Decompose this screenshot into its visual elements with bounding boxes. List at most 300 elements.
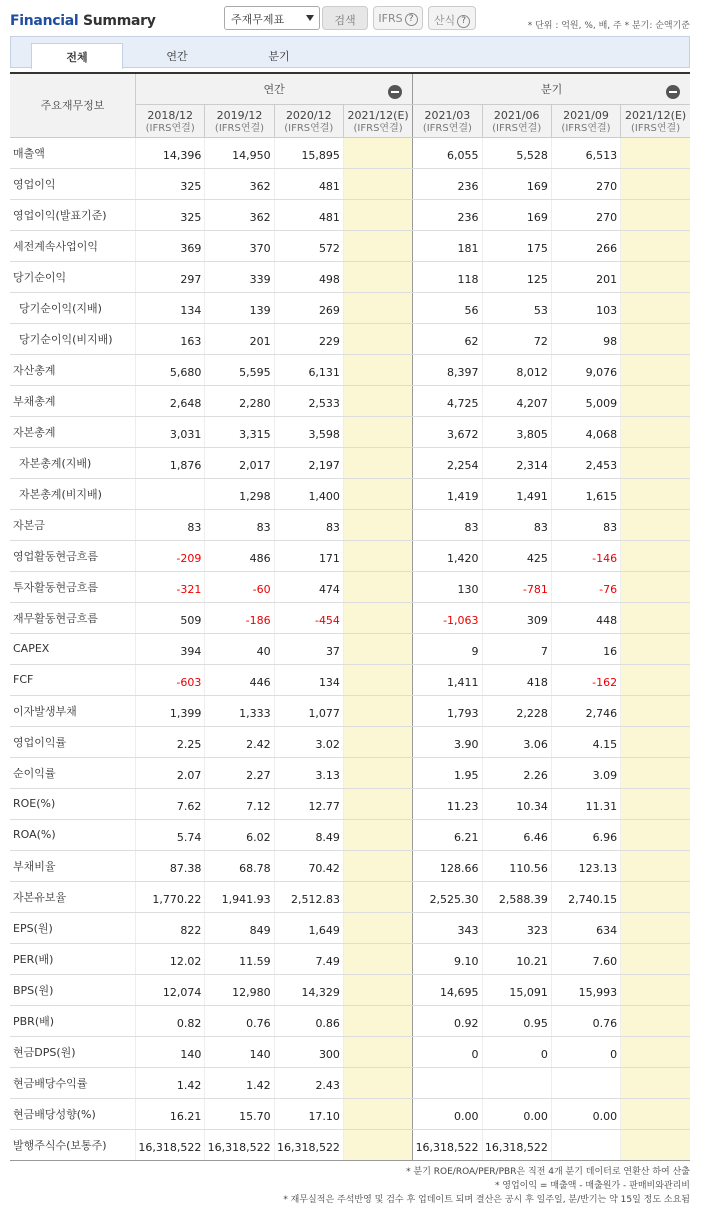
table-cell xyxy=(621,602,690,633)
table-row xyxy=(10,416,690,447)
table-row xyxy=(10,633,690,664)
table-cell: 634 xyxy=(551,912,620,943)
table-cell: 236 xyxy=(413,168,482,199)
table-cell: 323 xyxy=(482,912,551,943)
row-label: 재무활동현금흐름 xyxy=(10,602,136,633)
table-cell: 10.34 xyxy=(482,788,551,819)
period-basis: (IFRS연결) xyxy=(214,122,265,134)
row-label: 발행주식수(보통주) xyxy=(10,1129,136,1160)
table-cell xyxy=(551,1129,620,1160)
table-cell: 15,993 xyxy=(551,974,620,1005)
row-label: 자본총계(지배) xyxy=(10,447,136,478)
table-cell: -186 xyxy=(205,602,274,633)
table-cell: 0.82 xyxy=(136,1005,205,1036)
table-cell: 343 xyxy=(413,912,482,943)
table-cell: 3,805 xyxy=(482,416,551,447)
table-cell: 12,980 xyxy=(205,974,274,1005)
table-cell: 0 xyxy=(482,1036,551,1067)
row-label: CAPEX xyxy=(10,633,136,664)
tab-quarter[interactable]: 분기 xyxy=(268,50,290,63)
table-cell: 37 xyxy=(274,633,343,664)
table-cell xyxy=(621,819,690,850)
table-row xyxy=(10,1005,690,1036)
table-cell: -146 xyxy=(551,540,620,571)
table-cell: 83 xyxy=(413,509,482,540)
table-cell: 1,876 xyxy=(136,447,205,478)
row-label: 자본유보율 xyxy=(10,881,136,912)
help-icon: ? xyxy=(457,15,470,28)
table-cell: 16,318,522 xyxy=(413,1129,482,1160)
table-cell: 125 xyxy=(482,261,551,292)
row-label: ROE(%) xyxy=(10,788,136,819)
table-cell: -1,063 xyxy=(413,602,482,633)
table-cell xyxy=(343,323,412,354)
table-cell: 15,091 xyxy=(482,974,551,1005)
table-cell: 175 xyxy=(482,230,551,261)
row-label: PBR(배) xyxy=(10,1005,136,1036)
table-cell xyxy=(621,354,690,385)
table-cell: 11.23 xyxy=(413,788,482,819)
table-cell: 14,396 xyxy=(136,137,205,168)
row-label: 당기순이익(비지배) xyxy=(10,323,136,354)
table-cell: 5.74 xyxy=(136,819,205,850)
table-cell: 134 xyxy=(136,292,205,323)
help-icon: ? xyxy=(405,13,418,26)
table-cell: 3.09 xyxy=(551,757,620,788)
table-cell: 2.43 xyxy=(274,1067,343,1098)
table-cell: 3.90 xyxy=(413,726,482,757)
table-cell: 1,419 xyxy=(413,478,482,509)
table-cell: 266 xyxy=(551,230,620,261)
annual-group-header xyxy=(136,73,413,104)
table-cell: 5,595 xyxy=(205,354,274,385)
table-cell xyxy=(343,478,412,509)
table-cell: 2,254 xyxy=(413,447,482,478)
table-cell: 0.76 xyxy=(205,1005,274,1036)
period-header xyxy=(551,104,620,137)
table-cell: 509 xyxy=(136,602,205,633)
table-cell: 0.76 xyxy=(551,1005,620,1036)
table-cell: 1,649 xyxy=(274,912,343,943)
table-cell xyxy=(343,788,412,819)
table-cell: 17.10 xyxy=(274,1098,343,1129)
table-cell: 11.31 xyxy=(551,788,620,819)
table-cell xyxy=(621,757,690,788)
table-cell: 822 xyxy=(136,912,205,943)
table-cell: 103 xyxy=(551,292,620,323)
row-label: ROA(%) xyxy=(10,819,136,850)
table-cell: 10.21 xyxy=(482,943,551,974)
table-cell: 448 xyxy=(551,602,620,633)
table-cell xyxy=(482,1067,551,1098)
ifrs-help-button[interactable] xyxy=(373,6,423,30)
table-row xyxy=(10,819,690,850)
table-row xyxy=(10,695,690,726)
table-cell: 5,009 xyxy=(551,385,620,416)
table-cell: 4.15 xyxy=(551,726,620,757)
table-cell xyxy=(621,788,690,819)
table-cell xyxy=(621,1005,690,1036)
table-row xyxy=(10,912,690,943)
table-cell: 163 xyxy=(136,323,205,354)
period-date: 2018/12 xyxy=(147,108,194,122)
table-cell: 2,588.39 xyxy=(482,881,551,912)
row-label: 영업활동현금흐름 xyxy=(10,540,136,571)
table-cell xyxy=(343,1098,412,1129)
table-cell: 229 xyxy=(274,323,343,354)
period-date: 2021/06 xyxy=(493,108,540,122)
table-cell xyxy=(343,695,412,726)
table-cell xyxy=(343,292,412,323)
table-cell xyxy=(343,230,412,261)
table-cell: 4,068 xyxy=(551,416,620,447)
table-cell: 12.77 xyxy=(274,788,343,819)
period-tabs xyxy=(10,36,690,68)
table-cell: -321 xyxy=(136,571,205,602)
summary-header xyxy=(10,6,690,36)
table-cell: 6.02 xyxy=(205,819,274,850)
table-cell: 14,950 xyxy=(205,137,274,168)
table-cell: 201 xyxy=(551,261,620,292)
table-cell: 9,076 xyxy=(551,354,620,385)
table-cell: 56 xyxy=(413,292,482,323)
table-cell xyxy=(621,323,690,354)
unit-note: * 단위 : 억원, %, 배, 주 * 분기: 순액기준 xyxy=(527,21,690,31)
table-cell: 2,314 xyxy=(482,447,551,478)
table-cell: 1,420 xyxy=(413,540,482,571)
table-cell: 16,318,522 xyxy=(205,1129,274,1160)
table-cell xyxy=(621,571,690,602)
period-basis: (IFRS연결) xyxy=(492,122,542,134)
table-cell: 446 xyxy=(205,664,274,695)
table-cell xyxy=(621,137,690,168)
table-cell: 362 xyxy=(205,199,274,230)
table-cell: 270 xyxy=(551,168,620,199)
period-date: 2020/12 xyxy=(285,108,332,122)
table-cell: 5,528 xyxy=(482,137,551,168)
table-cell: 7 xyxy=(482,633,551,664)
table-cell: 2,746 xyxy=(551,695,620,726)
table-cell: 3,315 xyxy=(205,416,274,447)
table-cell: 369 xyxy=(136,230,205,261)
table-cell xyxy=(621,478,690,509)
table-row xyxy=(10,943,690,974)
table-cell: 98 xyxy=(551,323,620,354)
table-cell: 2,740.15 xyxy=(551,881,620,912)
row-label: EPS(원) xyxy=(10,912,136,943)
table-row xyxy=(10,571,690,602)
period-header xyxy=(205,104,274,137)
period-basis: (IFRS연결) xyxy=(145,122,195,134)
table-cell: 309 xyxy=(482,602,551,633)
table-cell: 236 xyxy=(413,199,482,230)
table-cell xyxy=(621,261,690,292)
table-cell xyxy=(621,664,690,695)
formula-help-button[interactable] xyxy=(428,6,476,30)
table-cell: 2,525.30 xyxy=(413,881,482,912)
table-cell: 16 xyxy=(551,633,620,664)
table-cell xyxy=(343,974,412,1005)
row-label: 당기순이익 xyxy=(10,261,136,292)
table-cell: -781 xyxy=(482,571,551,602)
table-cell: 1.95 xyxy=(413,757,482,788)
table-cell: 572 xyxy=(274,230,343,261)
table-cell: 169 xyxy=(482,199,551,230)
table-cell: 83 xyxy=(551,509,620,540)
row-label: 영업이익 xyxy=(10,168,136,199)
table-cell xyxy=(621,974,690,1005)
table-cell: 270 xyxy=(551,199,620,230)
table-row xyxy=(10,447,690,478)
statement-type-select[interactable] xyxy=(224,6,320,30)
row-label: 세전계속사업이익 xyxy=(10,230,136,261)
title-financial: Financial xyxy=(10,13,79,29)
table-cell: 4,207 xyxy=(482,385,551,416)
table-cell: 3,672 xyxy=(413,416,482,447)
table-cell: 0 xyxy=(551,1036,620,1067)
table-cell: 12,074 xyxy=(136,974,205,1005)
table-cell: 1,400 xyxy=(274,478,343,509)
table-cell: 474 xyxy=(274,571,343,602)
table-cell: 0.86 xyxy=(274,1005,343,1036)
table-cell: 53 xyxy=(482,292,551,323)
table-cell xyxy=(621,1067,690,1098)
table-cell: 498 xyxy=(274,261,343,292)
table-cell xyxy=(343,199,412,230)
table-cell: 16,318,522 xyxy=(136,1129,205,1160)
table-cell: -603 xyxy=(136,664,205,695)
table-cell xyxy=(343,881,412,912)
tab-all[interactable]: 전체 xyxy=(31,43,123,69)
table-cell: 134 xyxy=(274,664,343,695)
table-row xyxy=(10,1036,690,1067)
footnote-1: * 분기 ROE/ROA/PER/PBR은 직전 4개 분기 데이터로 연환산 하여 산출 xyxy=(406,1167,690,1177)
table-cell xyxy=(343,1129,412,1160)
table-cell xyxy=(343,540,412,571)
table-row xyxy=(10,1067,690,1098)
formula-label: 산식 xyxy=(433,14,456,27)
title-summary: Summary xyxy=(82,13,156,29)
footnote-3: * 재무실적은 주석반영 및 검수 후 업데이트 되며 결산은 공시 후 일주일, 분/반기는 약 15일 정도 소요됨 xyxy=(283,1195,690,1205)
table-cell: 123.13 xyxy=(551,850,620,881)
table-row xyxy=(10,199,690,230)
table-cell: 1,399 xyxy=(136,695,205,726)
table-cell: -454 xyxy=(274,602,343,633)
table-cell: 486 xyxy=(205,540,274,571)
table-cell xyxy=(343,943,412,974)
table-row xyxy=(10,261,690,292)
table-cell: 62 xyxy=(413,323,482,354)
table-cell: 139 xyxy=(205,292,274,323)
table-row xyxy=(10,1098,690,1129)
period-header xyxy=(413,104,482,137)
table-cell: 394 xyxy=(136,633,205,664)
table-cell xyxy=(621,168,690,199)
table-cell: 1,770.22 xyxy=(136,881,205,912)
period-header xyxy=(136,104,205,137)
table-cell: 1.42 xyxy=(136,1067,205,1098)
table-cell: 1,615 xyxy=(551,478,620,509)
table-cell: 1,077 xyxy=(274,695,343,726)
table-cell xyxy=(343,1067,412,1098)
table-row xyxy=(10,509,690,540)
table-cell: 3.13 xyxy=(274,757,343,788)
table-cell: 130 xyxy=(413,571,482,602)
table-cell: 0.00 xyxy=(482,1098,551,1129)
table-cell: 0.95 xyxy=(482,1005,551,1036)
table-cell: 87.38 xyxy=(136,850,205,881)
table-cell: 169 xyxy=(482,168,551,199)
table-cell xyxy=(343,137,412,168)
table-cell: 297 xyxy=(136,261,205,292)
table-cell: 140 xyxy=(205,1036,274,1067)
table-cell: 2,280 xyxy=(205,385,274,416)
table-cell: 2,017 xyxy=(205,447,274,478)
table-cell: 2.42 xyxy=(205,726,274,757)
table-cell: 7.12 xyxy=(205,788,274,819)
table-cell xyxy=(621,943,690,974)
table-cell: 2.27 xyxy=(205,757,274,788)
quarter-group-label: 분기 xyxy=(540,82,563,96)
table-cell xyxy=(621,726,690,757)
table-cell: 128.66 xyxy=(413,850,482,881)
footnote-2: * 영업이익 = 매출액 - 매출원가 - 판매비와관리비 xyxy=(494,1181,690,1191)
row-label: 투자활동현금흐름 xyxy=(10,571,136,602)
table-cell: 2.07 xyxy=(136,757,205,788)
table-cell: 481 xyxy=(274,199,343,230)
table-cell xyxy=(343,726,412,757)
table-row xyxy=(10,664,690,695)
table-cell: 110.56 xyxy=(482,850,551,881)
table-cell: 83 xyxy=(274,509,343,540)
table-cell: 201 xyxy=(205,323,274,354)
table-row xyxy=(10,292,690,323)
period-date: 2019/12 xyxy=(216,108,263,122)
period-date: 2021/03 xyxy=(424,108,471,122)
table-cell xyxy=(343,509,412,540)
table-cell: 6.96 xyxy=(551,819,620,850)
table-row xyxy=(10,230,690,261)
row-label: 자본금 xyxy=(10,509,136,540)
table-cell xyxy=(621,881,690,912)
collapse-quarter-icon[interactable] xyxy=(666,85,680,99)
table-cell: 16.21 xyxy=(136,1098,205,1129)
table-cell xyxy=(343,819,412,850)
tab-annual[interactable]: 연간 xyxy=(166,50,188,63)
period-header xyxy=(482,104,551,137)
period-date: 2021/12(E) xyxy=(624,108,687,122)
table-cell: 339 xyxy=(205,261,274,292)
table-cell xyxy=(343,757,412,788)
table-cell: 300 xyxy=(274,1036,343,1067)
table-cell: 2,648 xyxy=(136,385,205,416)
table-cell: 7.62 xyxy=(136,788,205,819)
table-cell: 8,012 xyxy=(482,354,551,385)
table-cell: 0.00 xyxy=(413,1098,482,1129)
row-label: PER(배) xyxy=(10,943,136,974)
table-cell xyxy=(343,261,412,292)
table-cell: 40 xyxy=(205,633,274,664)
table-row xyxy=(10,602,690,633)
table-cell: 2,533 xyxy=(274,385,343,416)
table-cell: 1,941.93 xyxy=(205,881,274,912)
row-label: 자본총계(비지배) xyxy=(10,478,136,509)
table-row xyxy=(10,540,690,571)
table-cell xyxy=(343,1005,412,1036)
corner-label: 주요재무정보 xyxy=(10,73,136,137)
table-cell: 2,453 xyxy=(551,447,620,478)
table-cell: 0.00 xyxy=(551,1098,620,1129)
table-row xyxy=(10,137,690,168)
table-cell xyxy=(621,199,690,230)
row-label: 이자발생부채 xyxy=(10,695,136,726)
row-label: 자산총계 xyxy=(10,354,136,385)
ifrs-label: IFRS xyxy=(378,12,403,25)
table-cell xyxy=(343,447,412,478)
period-basis: (IFRS연결) xyxy=(631,122,681,134)
table-row xyxy=(10,323,690,354)
table-cell: 1,298 xyxy=(205,478,274,509)
table-cell xyxy=(621,1098,690,1129)
table-row xyxy=(10,757,690,788)
table-cell: 16,318,522 xyxy=(482,1129,551,1160)
table-cell: 12.02 xyxy=(136,943,205,974)
period-header xyxy=(621,104,690,137)
table-cell xyxy=(343,602,412,633)
row-label: 부채총계 xyxy=(10,385,136,416)
table-cell: 2.25 xyxy=(136,726,205,757)
row-label: 현금배당성향(%) xyxy=(10,1098,136,1129)
period-date: 2021/12(E) xyxy=(347,108,409,122)
quarter-group-header xyxy=(413,73,690,104)
row-label: 영업이익(발표기준) xyxy=(10,199,136,230)
table-cell: 118 xyxy=(413,261,482,292)
table-cell: 1,333 xyxy=(205,695,274,726)
table-row xyxy=(10,478,690,509)
row-label: FCF xyxy=(10,664,136,695)
table-cell: 325 xyxy=(136,199,205,230)
table-cell: 14,329 xyxy=(274,974,343,1005)
table-cell: 83 xyxy=(205,509,274,540)
table-cell: 83 xyxy=(482,509,551,540)
collapse-annual-icon[interactable] xyxy=(388,85,402,99)
search-button[interactable]: 검색 xyxy=(322,6,368,30)
table-cell xyxy=(343,912,412,943)
table-cell: 7.60 xyxy=(551,943,620,974)
table-cell: 3.06 xyxy=(482,726,551,757)
table-cell: 849 xyxy=(205,912,274,943)
table-cell: 6.46 xyxy=(482,819,551,850)
table-row xyxy=(10,788,690,819)
table-cell: 3,598 xyxy=(274,416,343,447)
table-cell: 1,411 xyxy=(413,664,482,695)
table-cell xyxy=(343,1036,412,1067)
table-cell xyxy=(136,478,205,509)
page-title xyxy=(10,13,156,29)
table-cell: 9 xyxy=(413,633,482,664)
table-cell: -60 xyxy=(205,571,274,602)
row-label: 현금DPS(원) xyxy=(10,1036,136,1067)
table-cell: 1.42 xyxy=(205,1067,274,1098)
table-cell xyxy=(621,695,690,726)
period-date: 2021/09 xyxy=(563,108,609,122)
table-cell: 15,895 xyxy=(274,137,343,168)
table-cell xyxy=(343,354,412,385)
table-cell: 425 xyxy=(482,540,551,571)
table-cell: 0 xyxy=(413,1036,482,1067)
table-cell: 2,197 xyxy=(274,447,343,478)
table-cell: -209 xyxy=(136,540,205,571)
